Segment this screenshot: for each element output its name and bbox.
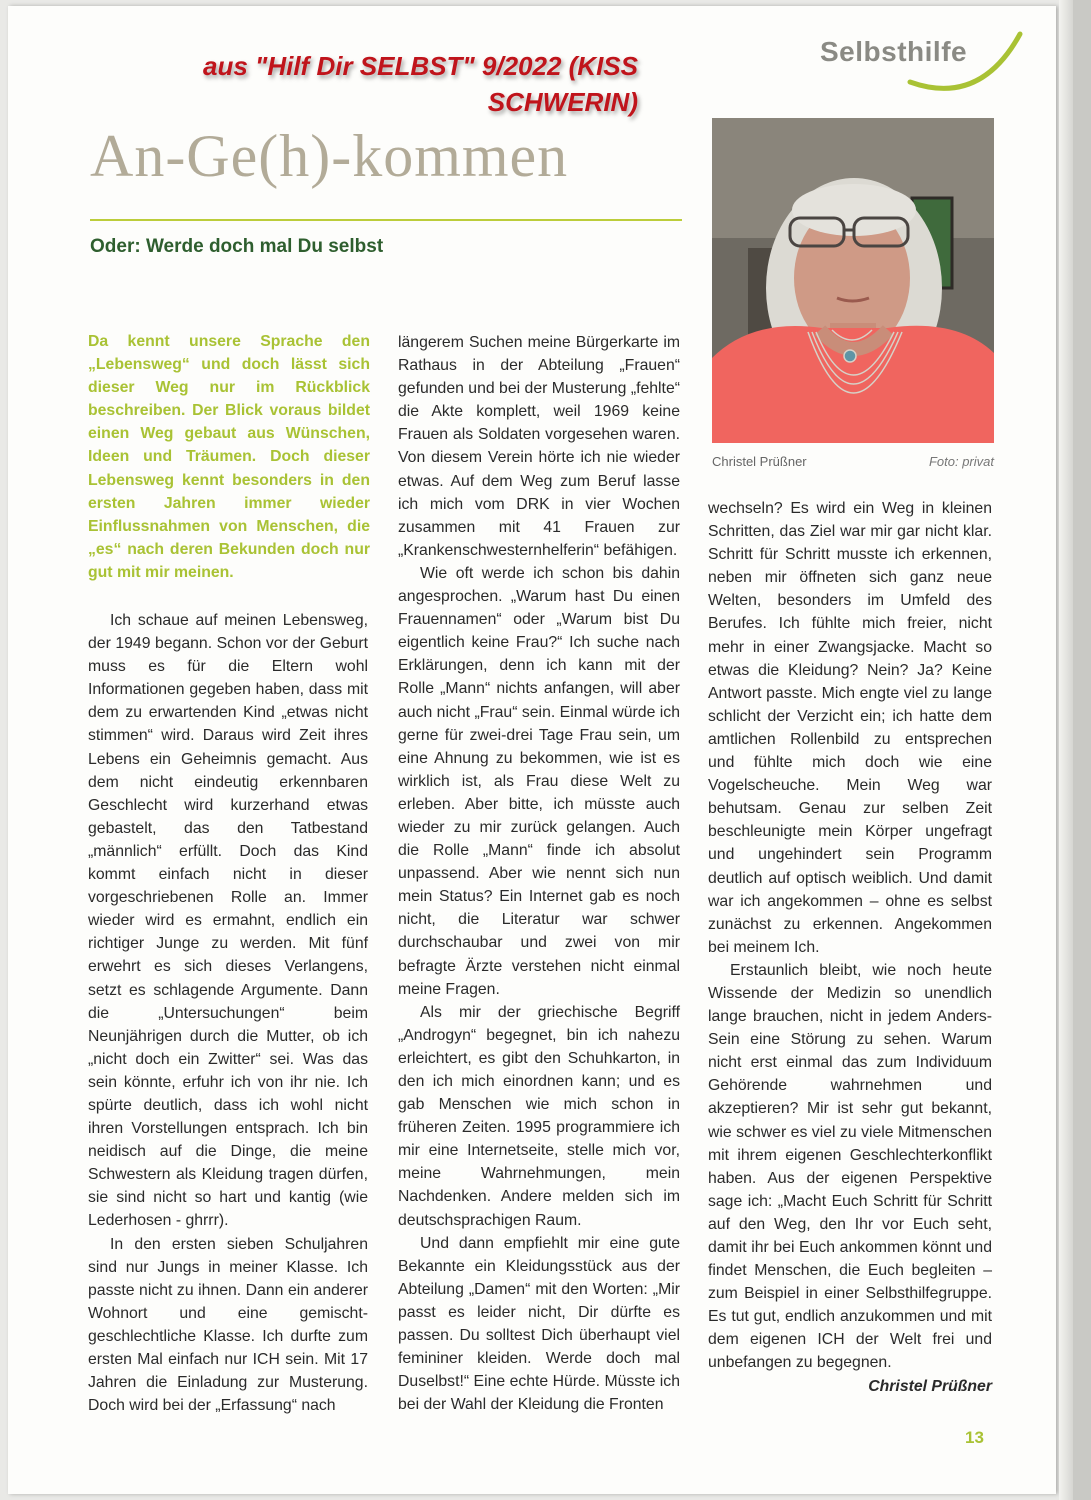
article-subtitle: Oder: Werde doch mal Du selbst	[90, 236, 384, 257]
title-rule	[90, 219, 682, 221]
author-photo	[712, 118, 994, 443]
body-paragraph-last	[708, 959, 992, 1395]
body-column-3	[708, 497, 992, 1398]
body-paragraph: Als mir der griechische Begriff „Androgyn“ begegnet, bin ich nahezu erleichtert, es gibt den Schuhkarton, in den ich mich einordnen kann; und es gab Menschen wie mich schon in früheren Zeiten. 1995 programmiere ich mir eine Internetseite, stelle mich vor, meine Wahrnehmungen, mein Nachdenken. Andere melden sich im deutschsprachigen Raum.	[398, 1003, 680, 1229]
lead-text: Da kennt unsere Sprache den „Lebensweg“ und doch lässt sich dieser Weg nur im Rückblick beschreiben. Der Blick voraus bildet einen Weg gebaut aus Wünschen, Ideen und Träumen. Doch dieser Lebensweg kennt besonders in den ersten Jahren immer wieder Einflussnahmen von Menschen, die „es“ nach deren Bekunden doch nur gut mit mir meinen.	[88, 333, 370, 581]
body-paragraph-text: Erstaunlich bleibt, wie noch heute Wissende der Medizin so unendlich lange brauchen, nicht in jedem Anders-Sein eine Störung zu sehen. Warum nicht erst einmal das zum Individuum Gehörende wahrnehmen und akzeptieren? Mir ist sehr gut bekannt, wie schwer es viel zu viele Mitmenschen mit ihrem eigenen Geschlechterkonflikt haben. Aus der eigenen Perspektive sage ich: „Macht Euch Schritt für Schritt auf den Weg, den Ihr vor Euch seht, damit ihr bei Euch ankommen könnt und findet Menschen, die Euch begleiten – zum Beispiel in einer Selbsthilfegruppe. Es tut gut, endlich anzukommen und mit dem eigenen ICH der Welt frei und unbefangen zu begegnen.	[708, 961, 992, 1372]
body-paragraph: Wie oft werde ich schon bis dahin angesprochen. „Warum hast Du einen Frauennamen“ oder „Warum bist Du eigentlich keine Frau?“ Ich suche nach Erklärungen, denn ich kann mit der Rolle „Mann“ nichts anfangen, will aber auch nicht „Frau“ sein. Einmal würde ich gerne für zwei-drei Tage Frau sein, um eine Ahnung zu bekommen, wie ist es wirklich ist, als Frau diese Welt zu erleben. Aber bitte, ich müsste auch wieder zu mir zurück gelangen. Auch die Rolle „Mann“ finde ich absolut unpassend. Aber wie nennt sich nun mein Status? Ein Internet gab es noch nicht, die Literatur war schwer durchschaubar und zwei von mir befragte Ärzte verstehen nicht einmal meine Fragen.	[398, 564, 680, 998]
body-paragraph: Ich schaue auf meinen Lebensweg, der 1949 begann. Schon vor der Geburt muss es für die Eltern wohl Informationen gegeben haben, dass mit dem zu erwartenden Kind „etwas nicht stimmen“ wird. Daraus wird Zeit ihres Lebens ein Geheimnis gemacht. Aus dem nicht eindeutig erkennbaren Geschlecht wird kurzerhand etwas gebastelt, das den Tatbestand „männlich“ erfüllt. Doch das Kind kommt einfach nicht in dieser vorgeschriebenen Rolle an. Immer wieder wird es ermahnt, endlich ein richtiger Junge zu werden. Mit fünf erwehrt es sich dieses Verlangens, setzt es schlagende Argumente. Dann die „Untersuchungen“ beim Neunjährigen durch die Mutter, ob ich „nicht doch ein Zwitter“ sei. Was das sein könnte, erfuhr ich von ihr nie. Ich spürte deutlich, dass ich wohl nicht ihren Vorstellungen entsprach. Ich bin neidisch auf die Dinge, die meine Schwestern als Kleidung tragen dürfen, sie sind nicht so hart und kantig (wie Lederhosen - ghrrr).	[88, 612, 368, 1230]
photo-credit: Foto: privat	[928, 454, 994, 469]
author-signature: Christel Prüßner	[868, 1377, 992, 1395]
swoosh-icon	[890, 22, 1040, 102]
page-number: 13	[965, 1428, 984, 1447]
lead-paragraph	[88, 330, 370, 584]
page-edge	[1059, 0, 1073, 1500]
article-title: An-Ge(h)-kommen	[90, 123, 569, 189]
page-gutter-shadow	[1073, 0, 1091, 1500]
photo-caption: Christel Prüßner	[712, 454, 807, 469]
body-column-1	[88, 609, 368, 1417]
body-paragraph: wechseln? Es wird ein Weg in kleinen Schritten, das Ziel war mir gar nicht klar. Schritt für Schritt musste ich erkennen, neben mir öffneten sich ganz neue Welten, besonders im Umfeld des Berufes. Ich fühlte mich freier, nicht mehr in einer Zwangsjacke. Macht so etwas die Kleidung? Nein? Ja? Keine Antwort passte. Mich engte viel zu lange schlicht der Verzicht ein; ich hatte dem amtlichen Rollenbild zu entsprechen und fühlte mich doch wie eine Vogelscheuche. Mein Weg war behutsam. Genau zur selben Zeit beschleunigte mein Körper ungefragt und ungehindert sein Programm deutlich auf optisch weiblich. Und damit war ich angekommen – ohne es selbst zunächst zu erkennen. Angekommen bei meinem Ich.	[708, 500, 992, 956]
body-column-2	[398, 331, 680, 1416]
body-paragraph: Und dann empfiehlt mir eine gute Bekannte ein Kleidungsstück aus der Abteilung „Damen“ mit den Worten: „Mir passt es leider nicht, Dir dürfte es passen. Du solltest Dich überhaupt viel femininer kleiden. Werde doch mal Duselbst!“ Eine echte Hürde. Müsste ich bei der Wahl der Kleidung die Fronten	[398, 1234, 680, 1414]
source-note: aus "Hilf Dir SELBST" 9/2022 (KISS SCHWERIN)	[202, 51, 638, 117]
section-label: Selbsthilfe	[820, 36, 968, 67]
body-paragraph: längerem Suchen meine Bürgerkarte im Rathaus in der Abteilung „Frauen“ gefunden und bei der Musterung „fehlte“ die Akte komplett, weil 1969 keine Frauen als Soldaten vorgesehen waren. Von diesem Verein hörte ich nie wieder etwas. Auf dem Weg zum Beruf lasse ich mich vom DRK in vier Wochen zusammen mit 41 Frauen zur „Krankenschwesternhelferin“ befähigen.	[398, 334, 680, 559]
body-paragraph: In den ersten sieben Schuljahren sind nur Jungs in meiner Klasse. Ich passte nicht zu ihnen. Dann ein anderer Wohnort und eine gemischt-geschlechtliche Klasse. Ich durfte zum ersten Mal einfach nur ICH sein. Mit 17 Jahren die Einladung zur Musterung. Doch wird bei der „Erfassung“ nach	[88, 1235, 368, 1415]
